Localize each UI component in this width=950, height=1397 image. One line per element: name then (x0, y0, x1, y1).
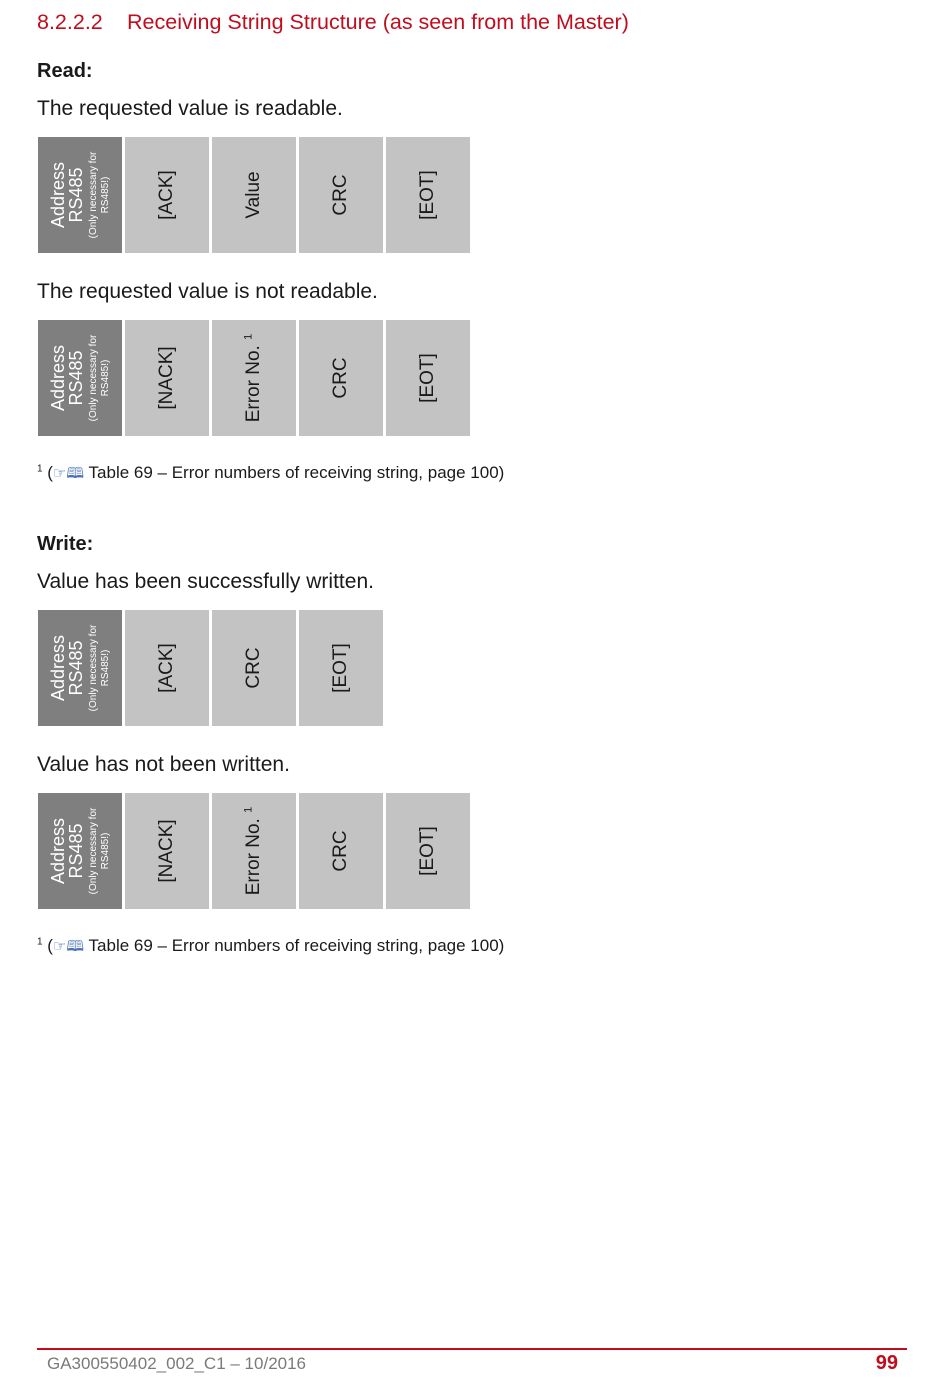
address-label: Address (48, 161, 68, 229)
address-note-2: RS485!) (99, 832, 111, 870)
address-cell (38, 610, 122, 726)
address-note: (Only necessary for (88, 151, 99, 239)
address-note-2: RS485!) (99, 359, 111, 397)
field-cell (125, 793, 209, 909)
address-label: Address (48, 344, 68, 412)
field-cell (212, 137, 296, 253)
read-label: Read: (37, 60, 93, 82)
page-number: 99 (875, 1352, 898, 1374)
field-cell (299, 610, 383, 726)
field-label: CRC (330, 174, 351, 216)
address-label: Address (48, 817, 68, 885)
address-label: Address (48, 634, 68, 702)
footnote (37, 463, 504, 488)
footnote-link[interactable]: Table 69 – Error numbers of receiving string, page 100) (88, 936, 505, 955)
book-icon: 🕮 (66, 937, 85, 955)
field-label: Error No. (243, 345, 264, 423)
field-cell (386, 137, 470, 253)
error-field (243, 334, 265, 422)
field-label: CRC (330, 357, 351, 399)
section-title: Receiving String Structure (as seen from the Master) (127, 10, 629, 34)
footnote-marker: 1 (37, 463, 43, 475)
address-cell (38, 320, 122, 436)
footnote-marker: 1 (242, 333, 255, 340)
address-note: (Only necessary for (88, 624, 99, 712)
address-note-2: RS485!) (99, 176, 111, 214)
write-ok-structure (38, 610, 383, 726)
address-note: (Only necessary for (88, 807, 99, 895)
field-label: [EOT] (330, 643, 351, 693)
address-cell (38, 793, 122, 909)
rs485-label: RS485 (66, 167, 86, 223)
field-label: [ACK] (156, 170, 177, 220)
footnote-open: ( (47, 463, 53, 482)
section-number: 8.2.2.2 (37, 10, 103, 34)
field-label: [EOT] (417, 353, 438, 403)
field-cell (386, 320, 470, 436)
field-label: [EOT] (417, 170, 438, 220)
field-cell (299, 793, 383, 909)
book-icon: 🕮 (66, 464, 85, 482)
field-cell (212, 793, 296, 909)
address-cell (38, 137, 122, 253)
rs485-label: RS485 (66, 823, 86, 879)
field-cell (125, 137, 209, 253)
read-err-text: The requested value is not readable. (37, 280, 378, 303)
address-note: (Only necessary for (88, 334, 99, 422)
rs485-label: RS485 (66, 350, 86, 406)
write-label: Write: (37, 533, 94, 555)
read-err-structure (38, 320, 470, 436)
field-label: [NACK] (156, 819, 177, 883)
read-ok-structure (38, 137, 470, 253)
footnote-marker: 1 (37, 936, 43, 948)
field-label: [ACK] (156, 643, 177, 693)
footnote (37, 936, 504, 961)
pointing-hand-icon: ☞ (52, 464, 67, 482)
footer-doc-id: GA300550402_002_C1 – 10/2016 (47, 1354, 307, 1373)
footer-divider (37, 1348, 907, 1350)
field-cell (299, 320, 383, 436)
field-cell (386, 793, 470, 909)
footnote-link[interactable]: Table 69 – Error numbers of receiving string, page 100) (88, 463, 505, 482)
field-label: CRC (330, 830, 351, 872)
field-cell (212, 610, 296, 726)
rs485-label: RS485 (66, 640, 86, 696)
write-err-structure (38, 793, 470, 909)
field-label: CRC (243, 647, 264, 689)
field-label: [EOT] (417, 826, 438, 876)
field-label: Value (243, 171, 264, 219)
write-err-text: Value has not been written. (37, 753, 290, 776)
field-cell (125, 610, 209, 726)
field-cell (299, 137, 383, 253)
read-ok-text: The requested value is readable. (37, 97, 343, 120)
field-label: Error No. (243, 818, 264, 896)
address-note-2: RS485!) (99, 649, 111, 687)
field-cell (125, 320, 209, 436)
footnote-open: ( (47, 936, 53, 955)
footnote-marker: 1 (242, 806, 255, 813)
pointing-hand-icon: ☞ (52, 937, 67, 955)
error-field (243, 807, 265, 895)
write-ok-text: Value has been successfully written. (37, 570, 374, 593)
field-cell (212, 320, 296, 436)
field-label: [NACK] (156, 346, 177, 410)
section-heading (37, 10, 629, 35)
